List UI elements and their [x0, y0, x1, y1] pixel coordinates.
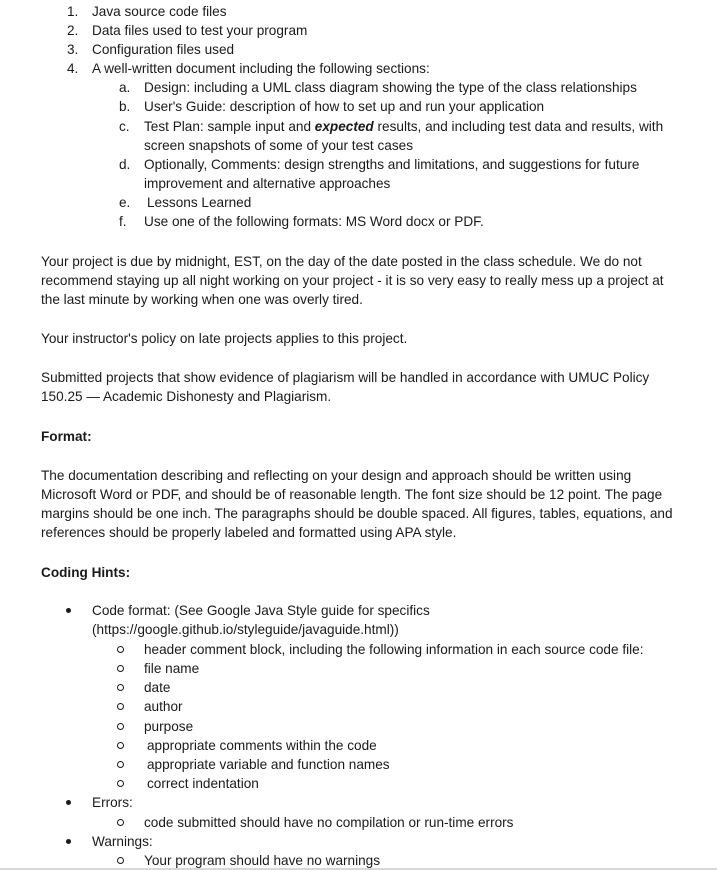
- paragraph-line: Microsoft Word or PDF, and should be of reasonable length. The font size should be 12 point. The page: [41, 487, 663, 502]
- emphasis-text: expected: [314, 119, 374, 134]
- circle-bullet-icon: [117, 665, 124, 672]
- sublist-item: Design: including a UML class diagram showing the type of the class relationships: [144, 80, 637, 95]
- circle-bullet-icon: [117, 742, 124, 749]
- paragraph-line: margins should be one inch. The paragraphs should be double spaced. All figures, tables, equations, and: [41, 506, 673, 521]
- list-item: Configuration files used: [92, 42, 235, 57]
- sublist-letter: b.: [119, 99, 131, 114]
- sublist-item: User's Guide: description of how to set up and run your application: [144, 99, 545, 114]
- hint-subitem: Your program should have no warnings: [144, 853, 381, 868]
- sublist-item: Lessons Learned: [147, 195, 252, 210]
- paragraph-line: Your instructor's policy on late projects applies to this project.: [41, 331, 408, 346]
- hint-subitem: appropriate variable and function names: [147, 757, 390, 772]
- hint-subitem: purpose: [144, 719, 194, 734]
- sublist-text: Test Plan: sample input and: [144, 119, 315, 134]
- circle-bullet-icon: [117, 780, 124, 787]
- paragraph-line: the last minute by working when one was overly tired.: [41, 292, 363, 307]
- list-number: 2.: [67, 23, 79, 38]
- hint-subitem: code submitted should have no compilation or run-time errors: [144, 815, 514, 830]
- hint-subitem: author: [144, 699, 183, 714]
- section-heading-format: Format:: [41, 429, 92, 444]
- sublist-item: Use one of the following formats: MS Word docx or PDF.: [144, 214, 484, 229]
- sublist-item: [144, 117, 663, 136]
- hint-item: Code format: (See Google Java Style guide for specifics: [92, 603, 430, 618]
- circle-bullet-icon: [117, 857, 124, 864]
- hint-subitem: date: [144, 680, 171, 695]
- bullet-icon: [66, 839, 71, 844]
- list-item: Data files used to test your program: [92, 23, 308, 38]
- hint-subitem: correct indentation: [147, 776, 259, 791]
- hint-item: Warnings:: [92, 834, 153, 849]
- hint-subitem: header comment block, including the following information in each source code file:: [144, 642, 644, 657]
- sublist-letter: a.: [119, 80, 131, 95]
- bullet-icon: [66, 800, 71, 805]
- sublist-text: results, and including test data and results, with: [373, 119, 664, 134]
- list-number: 4.: [67, 61, 79, 76]
- circle-bullet-icon: [117, 703, 124, 710]
- circle-bullet-icon: [117, 723, 124, 730]
- sublist-item-continued: screen snapshots of some of your test cases: [144, 138, 413, 153]
- paragraph-line: The documentation describing and reflecting on your design and approach should be written using: [41, 468, 632, 483]
- circle-bullet-icon: [117, 819, 124, 826]
- circle-bullet-icon: [117, 646, 124, 653]
- sublist-letter: c.: [119, 119, 130, 134]
- list-number: 1.: [67, 4, 79, 19]
- paragraph-line: Your project is due by midnight, EST, on the day of the date posted in the class schedule. We do not: [41, 254, 642, 269]
- circle-bullet-icon: [117, 684, 124, 691]
- hint-item: Errors:: [92, 795, 133, 810]
- sublist-letter: e.: [119, 195, 131, 210]
- sublist-item-continued: improvement and alternative approaches: [144, 176, 391, 191]
- sublist-letter: f.: [119, 214, 127, 229]
- bullet-icon: [66, 608, 71, 613]
- hint-subitem: appropriate comments within the code: [147, 738, 377, 753]
- sublist-item: Optionally, Comments: design strengths and limitations, and suggestions for future: [144, 157, 640, 172]
- sublist-letter: d.: [119, 157, 131, 172]
- list-item: A well-written document including the following sections:: [92, 61, 430, 76]
- list-item: Java source code files: [92, 4, 227, 19]
- paragraph-line: recommend staying up all night working on your project - it is so very easy to really mess up a project at: [41, 273, 664, 288]
- paragraph-line: 150.25 — Academic Dishonesty and Plagiarism.: [41, 389, 332, 404]
- circle-bullet-icon: [117, 761, 124, 768]
- paragraph-line: references should be properly labeled and formatted using APA style.: [41, 525, 457, 540]
- section-heading-coding-hints: Coding Hints:: [41, 565, 131, 580]
- paragraph-line: Submitted projects that show evidence of plagiarism will be handled in accordance with UMUC Policy: [41, 370, 650, 385]
- list-number: 3.: [67, 42, 79, 57]
- hint-item-continued: (https://google.github.io/styleguide/javaguide.html)): [92, 622, 399, 637]
- hint-subitem: file name: [144, 661, 200, 676]
